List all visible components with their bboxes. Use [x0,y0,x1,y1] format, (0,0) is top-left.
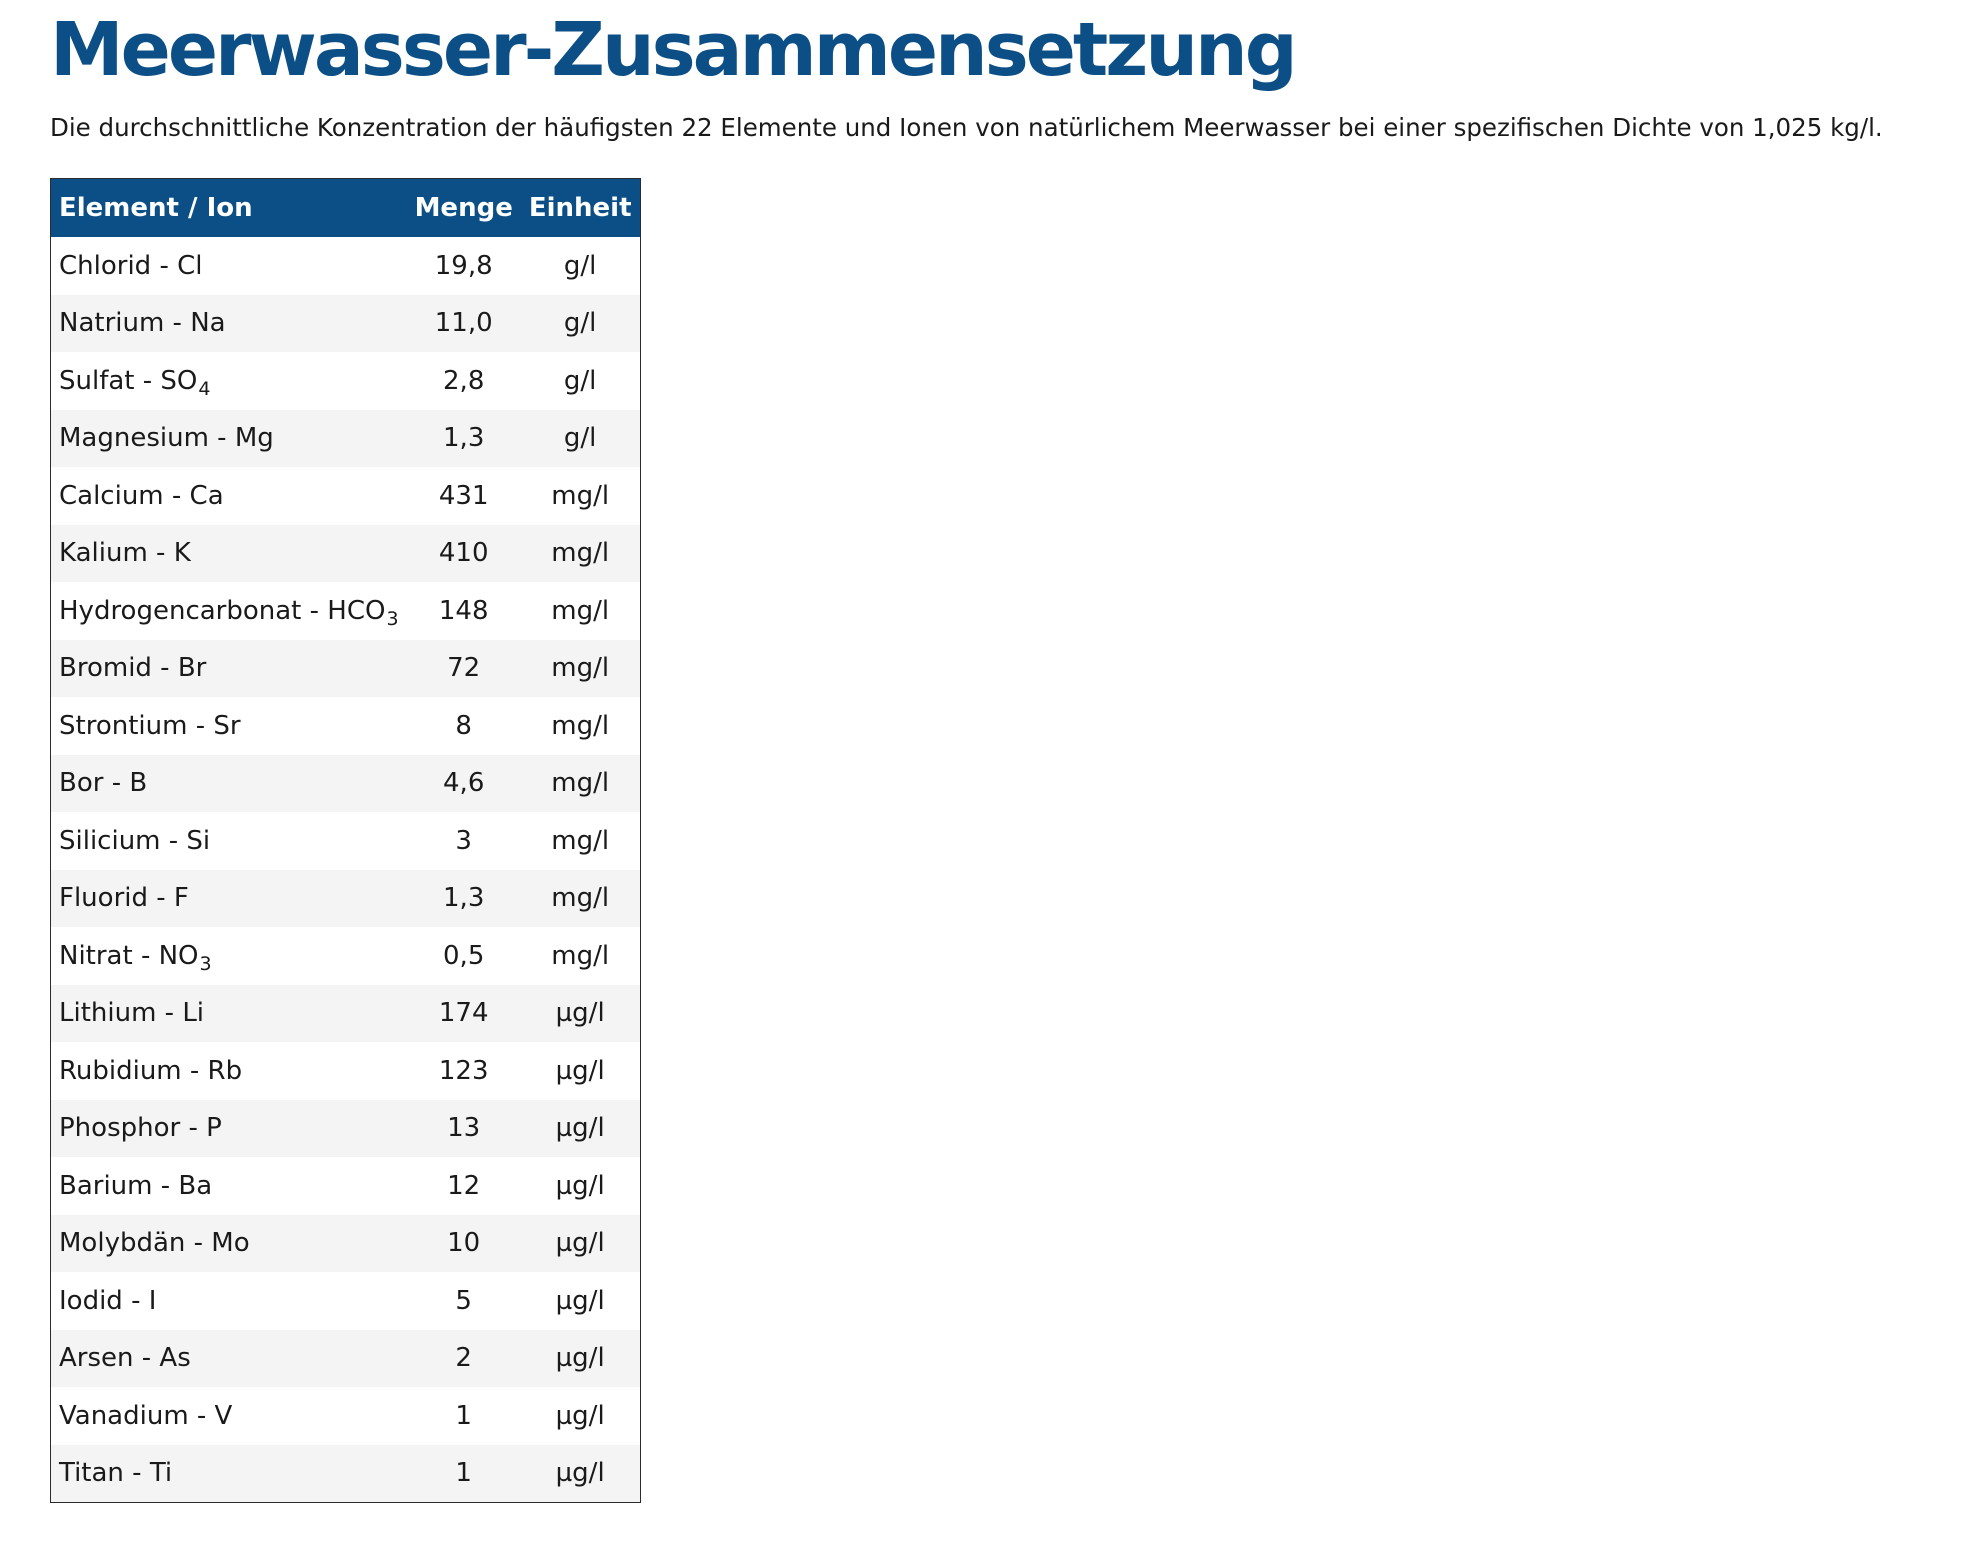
unit-cell: µg/l [555,1055,605,1086]
amount-cell: 5 [455,1285,472,1316]
element-name: Phosphor - P [59,1113,222,1144]
table-row [51,352,641,410]
unit-cell: g/l [563,250,597,281]
unit-cell: mg/l [521,755,640,813]
element-name-cell [51,237,407,295]
table-row [51,1215,641,1273]
element-name: Chlorid - Cl [59,250,203,281]
unit-cell: g/l [521,410,640,468]
table-row [51,237,641,295]
unit-cell: mg/l [521,525,640,583]
amount-cell: 19,8 [434,250,493,281]
element-name-cell [51,1100,407,1158]
element-name: Magnesium - Mg [59,423,274,454]
amount-cell: 1 [407,1445,521,1503]
amount-cell: 431 [438,480,489,511]
table-row [51,1042,641,1100]
element-name-cell [51,352,407,410]
table-header-row [51,179,641,238]
amount-cell: 3 [455,825,472,856]
unit-cell: mg/l [551,480,610,511]
element-name-cell [51,295,407,353]
element-name-cell [51,467,407,525]
element-name-cell [51,525,407,583]
amount-cell: 2 [407,1330,521,1388]
element-name-cell [51,1042,407,1100]
unit-cell: mg/l [551,595,610,626]
element-name: Hydrogencarbonat - HCO [59,595,386,626]
table-row [51,870,641,928]
element-name: Kalium - K [59,538,191,569]
element-name: Fluorid - F [59,883,189,914]
element-name: Calcium - Ca [59,480,224,511]
element-subscript: 3 [386,607,399,630]
unit-cell: mg/l [521,870,640,928]
unit-cell: mg/l [551,940,610,971]
element-name: Sulfat - SO [59,365,198,396]
table-row [51,1272,641,1330]
unit-cell: g/l [521,295,640,353]
table-row [51,1387,641,1445]
element-name: Titan - Ti [59,1458,173,1489]
table-row [51,525,641,583]
unit-cell: g/l [563,365,597,396]
table-row [51,1445,641,1503]
element-name-cell [51,410,407,468]
amount-cell: 1,3 [407,410,521,468]
composition-table [50,178,641,1503]
element-name: Arsen - As [59,1343,191,1374]
unit-cell: µg/l [521,1100,640,1158]
amount-cell: 13 [407,1100,521,1158]
table-row [51,582,641,640]
element-name: Nitrat - NO [59,940,199,971]
element-name: Rubidium - Rb [59,1055,243,1086]
element-name: Bor - B [59,768,148,799]
amount-cell: 12 [447,1170,481,1201]
unit-cell: mg/l [551,825,610,856]
header-element: Element / Ion [51,179,407,238]
table-row [51,1157,641,1215]
table-row [51,295,641,353]
element-name-cell [51,812,407,870]
element-name-cell [51,1387,407,1445]
unit-cell: µg/l [555,1400,605,1431]
table-body [51,237,641,1503]
element-name-cell [51,870,407,928]
header-unit: Einheit [521,179,640,238]
unit-cell: mg/l [551,710,610,741]
unit-cell: µg/l [555,1170,605,1201]
element-name-cell [51,1272,407,1330]
page-title: Meerwasser-Zusammensetzung [50,7,1295,93]
amount-cell: 10 [407,1215,521,1273]
element-name-cell [51,1445,407,1503]
element-name: Barium - Ba [59,1170,213,1201]
unit-cell: µg/l [555,1285,605,1316]
element-name: Strontium - Sr [59,710,241,741]
element-name: Molybdän - Mo [59,1228,250,1259]
element-name-cell [51,640,407,698]
element-name: Natrium - Na [59,308,226,339]
unit-cell: µg/l [521,1215,640,1273]
table-row [51,812,641,870]
element-name-cell [51,697,407,755]
amount-cell: 8 [455,710,472,741]
unit-cell: µg/l [521,985,640,1043]
unit-cell: mg/l [521,640,640,698]
amount-cell: 11,0 [407,295,521,353]
amount-cell: 72 [407,640,521,698]
table-row [51,985,641,1043]
amount-cell: 410 [407,525,521,583]
element-subscript: 4 [198,377,211,400]
unit-cell: µg/l [521,1445,640,1503]
table-row [51,1100,641,1158]
amount-cell: 1 [455,1400,472,1431]
table-row [51,640,641,698]
element-name-cell [51,1215,407,1273]
unit-cell: µg/l [521,1330,640,1388]
amount-cell: 4,6 [407,755,521,813]
amount-cell: 148 [438,595,489,626]
element-name: Silicium - Si [59,825,211,856]
table-row [51,697,641,755]
element-name-cell [51,985,407,1043]
element-name: Bromid - Br [59,653,207,684]
element-name-cell [51,927,407,985]
table-row [51,467,641,525]
amount-cell: 174 [407,985,521,1043]
table-row [51,927,641,985]
amount-cell: 1,3 [407,870,521,928]
table-row [51,1330,641,1388]
element-name: Iodid - I [59,1285,157,1316]
element-name: Lithium - Li [59,998,205,1029]
element-subscript: 3 [199,952,212,975]
amount-cell: 0,5 [443,940,485,971]
element-name: Vanadium - V [59,1400,233,1431]
table-row [51,410,641,468]
element-name-cell [51,755,407,813]
element-name-cell [51,1157,407,1215]
header-amount: Menge [407,179,521,238]
intro-text: Die durchschnittliche Konzentration der häufigsten 22 Elemente und Ionen von natürlichem Meerwasser bei einer spezifischen Dichte von 1,025 kg/l. [50,113,1883,142]
amount-cell: 123 [438,1055,489,1086]
amount-cell: 2,8 [443,365,485,396]
element-name-cell [51,1330,407,1388]
element-name-cell [51,582,407,640]
table-row [51,755,641,813]
